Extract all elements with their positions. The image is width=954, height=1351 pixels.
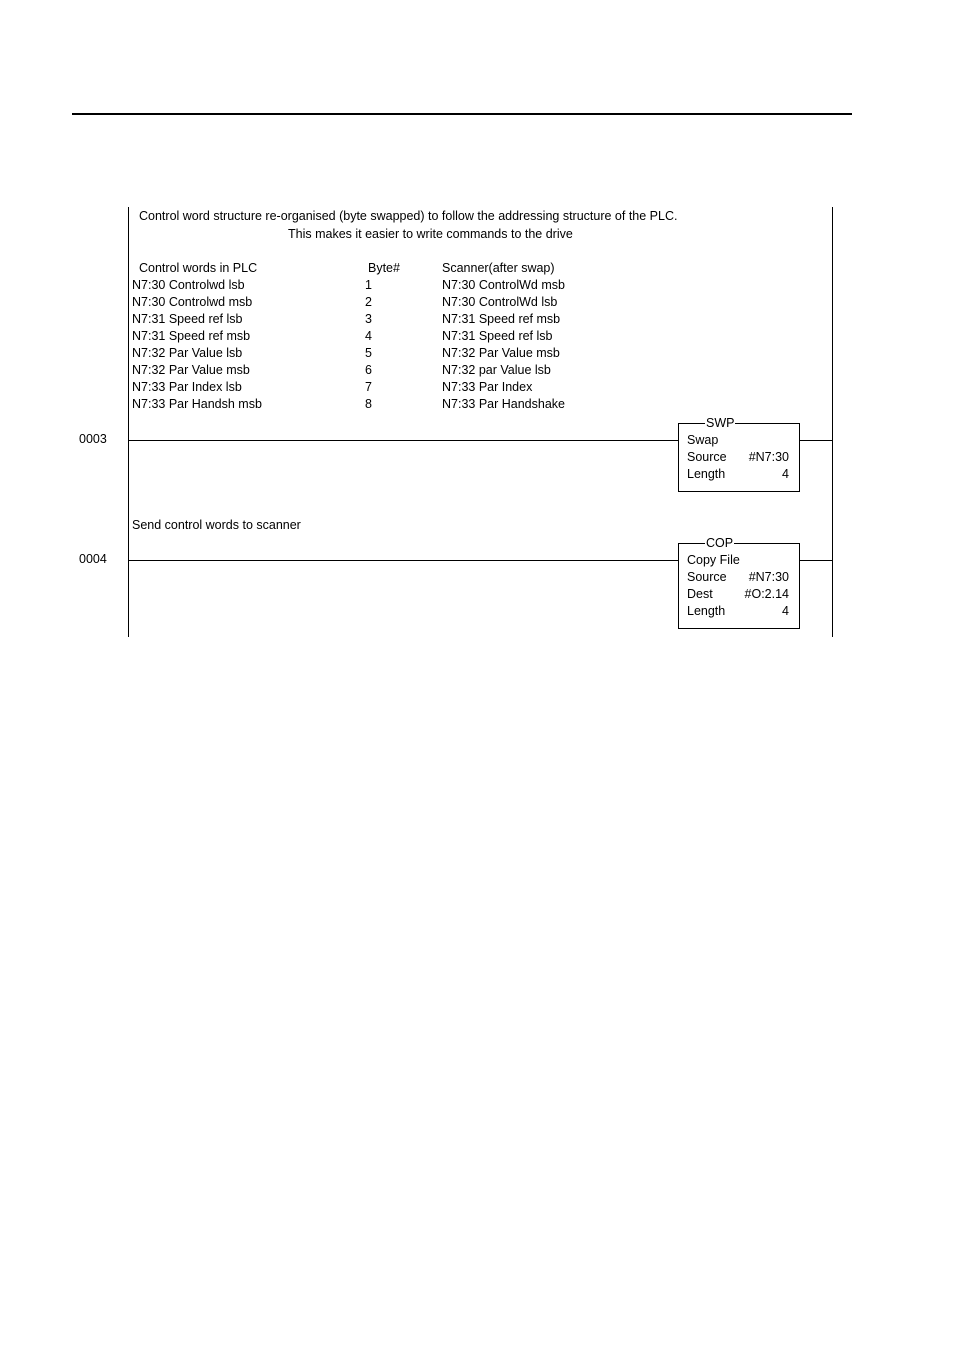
swp-length-value: 4	[782, 467, 789, 481]
rung-0003-wire-right	[799, 440, 833, 441]
table-cell-plc: N7:30 Controlwd msb	[132, 295, 253, 309]
table-cell-scanner: N7:32 Par Value msb	[442, 346, 560, 360]
swp-block-title: SWP	[706, 416, 735, 430]
cop-source-label: Source	[687, 570, 727, 584]
cop-instruction-block[interactable]	[678, 536, 800, 629]
header-rule	[72, 113, 852, 115]
table-cell-byte: 2	[365, 295, 372, 309]
left-power-rail	[128, 207, 129, 637]
rung-comment-line1: Control word structure re-organised (byte swapped) to follow the addressing structure of the PLC.	[139, 209, 678, 223]
rung-0004-wire-left	[129, 560, 679, 561]
cop-length-value: 4	[782, 604, 789, 618]
table-cell-byte: 8	[365, 397, 372, 411]
table-cell-scanner: N7:30 ControlWd msb	[442, 278, 565, 292]
table-cell-scanner: N7:33 Par Handshake	[442, 397, 565, 411]
table-cell-plc: N7:31 Speed ref lsb	[132, 312, 243, 326]
table-cell-byte: 7	[365, 380, 372, 394]
table-header-byte: Byte#	[368, 261, 400, 275]
table-header-plc: Control words in PLC	[139, 261, 258, 275]
cop-source-value: #N7:30	[748, 570, 789, 584]
table-header-scanner: Scanner(after swap)	[442, 261, 555, 275]
cop-block-name: Copy File	[687, 553, 740, 567]
swp-source-label: Source	[687, 450, 727, 464]
rung-comment-send: Send control words to scanner	[132, 518, 301, 532]
rung-number-0003: 0003	[79, 432, 107, 446]
table-cell-scanner: N7:30 ControlWd lsb	[442, 295, 558, 309]
table-cell-byte: 1	[365, 278, 372, 292]
table-cell-scanner: N7:33 Par Index	[442, 380, 533, 394]
table-cell-byte: 3	[365, 312, 372, 326]
cop-dest-label: Dest	[687, 587, 713, 601]
table-cell-plc: N7:31 Speed ref msb	[132, 329, 251, 343]
swp-instruction-block[interactable]	[678, 416, 800, 492]
swp-length-label: Length	[687, 467, 726, 481]
table-cell-plc: N7:33 Par Index lsb	[132, 380, 242, 394]
table-cell-byte: 4	[365, 329, 372, 343]
rung-0003-wire-left	[129, 440, 679, 441]
rung-comment-line2: This makes it easier to write commands to the drive	[288, 227, 573, 241]
table-cell-byte: 6	[365, 363, 372, 377]
cop-length-label: Length	[687, 604, 726, 618]
right-power-rail	[832, 207, 833, 637]
swp-block-name: Swap	[687, 433, 719, 447]
rung-0004-wire-right	[799, 560, 833, 561]
table-cell-scanner: N7:31 Speed ref msb	[442, 312, 561, 326]
cop-dest-value: #O:2.14	[744, 587, 789, 601]
table-cell-plc: N7:32 Par Value msb	[132, 363, 250, 377]
cop-block-title: COP	[706, 536, 734, 550]
table-cell-byte: 5	[365, 346, 372, 360]
swp-source-value: #N7:30	[748, 450, 789, 464]
rung-number-0004: 0004	[79, 552, 107, 566]
table-cell-plc: N7:32 Par Value lsb	[132, 346, 243, 360]
table-cell-plc: N7:33 Par Handsh msb	[132, 397, 262, 411]
table-cell-plc: N7:30 Controlwd lsb	[132, 278, 245, 292]
table-cell-scanner: N7:32 par Value lsb	[442, 363, 551, 377]
table-cell-scanner: N7:31 Speed ref lsb	[442, 329, 553, 343]
